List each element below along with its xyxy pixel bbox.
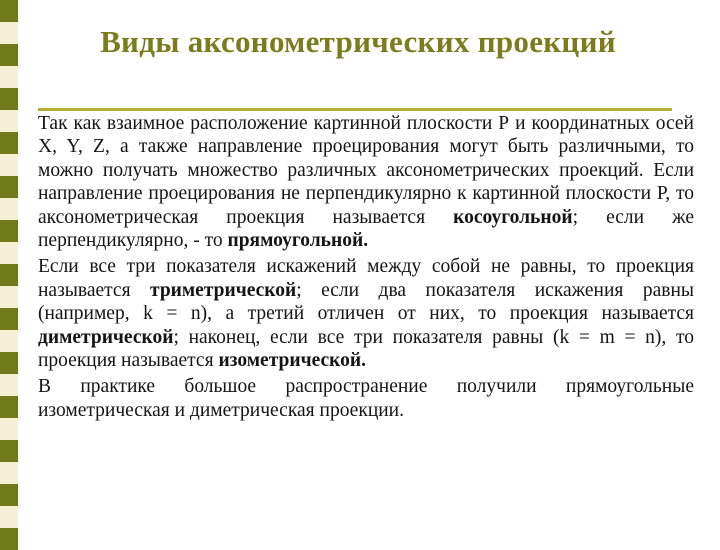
- paragraph-text: ; если два показателя искажения равны (например, k = n), а третий отличен от них, то проекция называется: [38, 279, 694, 325]
- term-oblique: косоугольной: [453, 206, 573, 228]
- paragraph-text: Так как взаимное расположение картинной плоскости Р и координатных осей X, Y, Z, а также направление проецирования могут быть различными, то можно получать множество различных аксонометрических проекций. Если направление проецирования не перпендикулярно к картинной плоскости Р, то аксонометрическая проекция называется: [38, 113, 694, 228]
- paragraph-practice: [38, 375, 694, 422]
- paragraph-text: ; наконец, если все три показателя равны (k = m = n), то проекция называется: [38, 326, 694, 372]
- slide-body: [38, 112, 694, 425]
- title-divider: [38, 108, 672, 111]
- term-dimetric: диметрической: [38, 326, 174, 348]
- term-rectangular: прямоугольной.: [227, 230, 369, 252]
- decorative-side-stripe: [0, 0, 18, 540]
- slide-title: Виды аксонометрических проекций: [100, 24, 616, 59]
- paragraph-distortion: [38, 255, 694, 372]
- paragraph-projection-types: [38, 112, 694, 252]
- term-isometric: изометрической.: [218, 350, 366, 372]
- paragraph-text: Если все три показателя искажений между собой не равны, то проекция называется: [38, 256, 694, 301]
- term-trimetric: триметрической: [150, 279, 297, 301]
- paragraph-text: В практике большое распространение получили прямоугольные изометрическая и диметрическая проекции.: [38, 376, 694, 421]
- paragraph-text: ; если же перпендикулярно, - то: [38, 206, 694, 252]
